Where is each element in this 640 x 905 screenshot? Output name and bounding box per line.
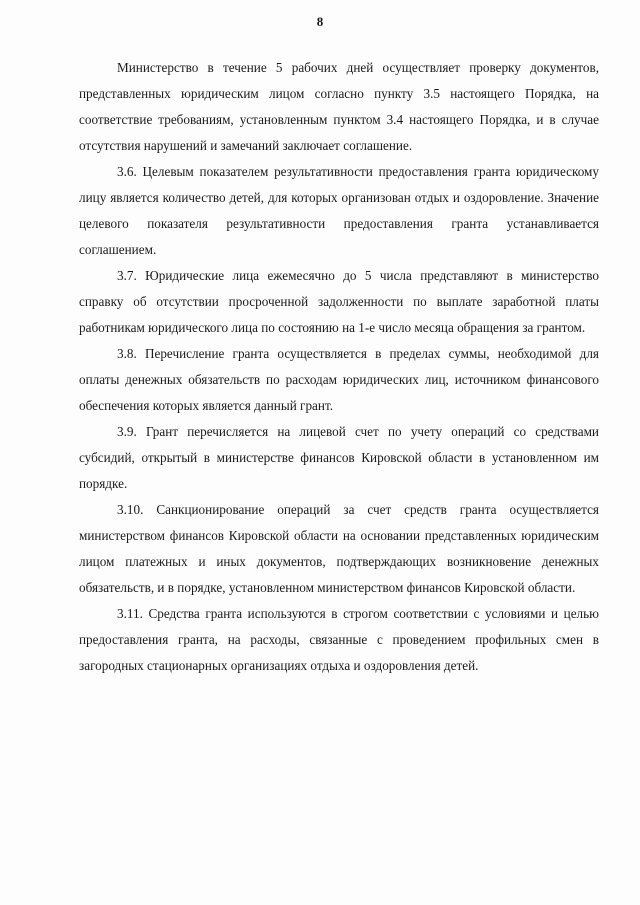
paragraph-3-8: 3.8. Перечисление гранта осуществляется в пределах суммы, необходимой для оплаты денежных обязательств по расходам юридических лиц, источником финансового обеспечения которых является данный грант. [79,346,599,413]
paragraph-ministry-check: Министерство в течение 5 рабочих дней осуществляет проверку документов, представленных юридическим лицом согласно пункту 3.5 настоящего Порядка, на соответствие требованиям, установленным пунктом 3.4 настоящего Порядка, и в случае отсутствия нарушений и замечаний заключает соглашение. [79,60,599,153]
paragraph-3-9: 3.9. Грант перечисляется на лицевой счет по учету операций со средствами субсидий, открытый в министерстве финансов Кировской области в установленном им порядке. [79,424,599,491]
paragraph-3-6: 3.6. Целевым показателем результативности предоставления гранта юридическому лицу является количество детей, для которых организован отдых и оздоровление. Значение целевого показателя результативности предоставления гранта устанавливается соглашением. [79,164,599,257]
page-number: 8 [316,14,324,29]
paragraph-3-7: 3.7. Юридические лица ежемесячно до 5 числа представляют в министерство справку об отсутствии просроченной задолженности по выплате заработной платы работникам юридического лица по состоянию на 1-е число месяца обращения за грантом. [79,268,599,335]
paragraph-3-11: 3.11. Средства гранта используются в строгом соответствии с условиями и целью предоставления гранта, на расходы, связанные с проведением профильных смен в загородных стационарных организациях отдыха и оздоровления детей. [79,606,599,673]
document-body [79,55,599,679]
paragraph-3-10: 3.10. Санкционирование операций за счет средств гранта осуществляется министерством финансов Кировской области на основании представленных юридическим лицом платежных и иных документов, подтверждающих возникновение денежных обязательств, и в порядке, установленном министерством финансов Кировской области. [79,502,599,595]
